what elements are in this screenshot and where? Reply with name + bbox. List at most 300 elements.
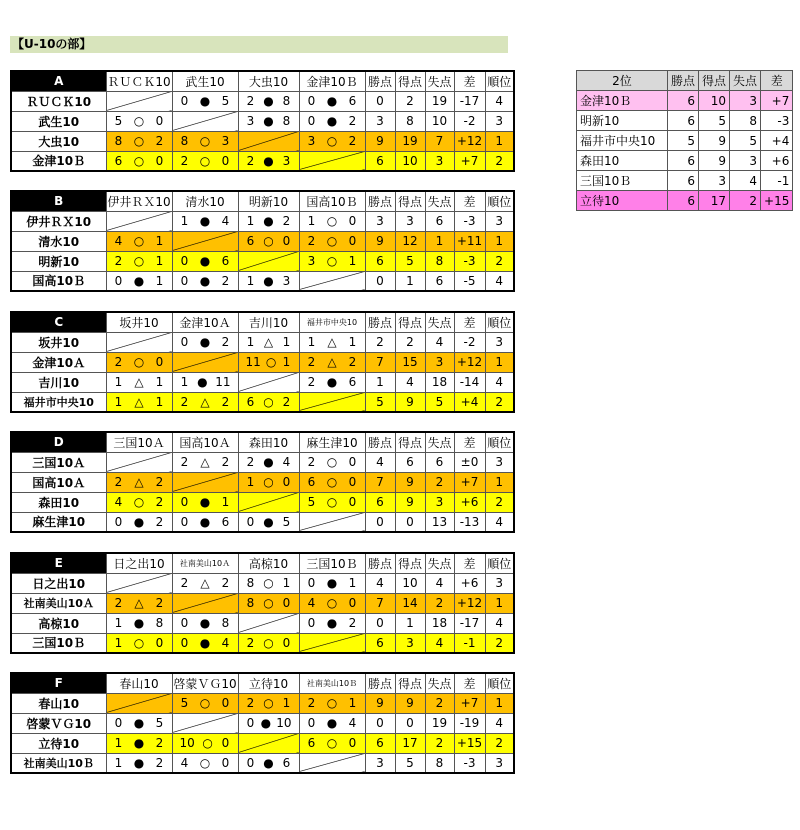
stat-value: 6 [365, 633, 395, 653]
goals: 2 [180, 576, 189, 590]
stat-header: 差 [454, 312, 485, 332]
result-mark: ○ [326, 234, 338, 248]
result-mark: ○ [199, 755, 211, 770]
team-row [11, 693, 514, 713]
goals: 1 [282, 335, 291, 349]
group-label: A [11, 71, 106, 91]
stat-value: 9 [395, 693, 425, 713]
stat-value: 9 [699, 131, 730, 151]
team-name: 麻生津10 [11, 512, 106, 532]
score [107, 495, 172, 509]
stat-value: 4 [425, 633, 454, 653]
goals: 6 [282, 755, 291, 770]
goals: 0 [348, 455, 357, 469]
self-match-cell [172, 111, 238, 131]
score [239, 576, 299, 590]
score [107, 636, 172, 650]
goals: 6 [307, 475, 316, 489]
stat-value: +7 [454, 151, 485, 171]
stat-value: 9 [699, 151, 730, 171]
stat-value: 9 [365, 131, 395, 151]
team-row [11, 573, 514, 593]
stat-value: 3 [425, 151, 454, 171]
opponent-header: 社南美山10Ａ [172, 553, 238, 573]
stat-value: 12 [395, 231, 425, 251]
result-mark: ○ [326, 696, 338, 710]
stat-value: 6 [425, 271, 454, 291]
group-table-d [10, 431, 515, 533]
score [107, 475, 172, 489]
stat-value: 1 [485, 472, 514, 492]
stat-value: 19 [395, 131, 425, 151]
team-name: 国高10Ｂ [11, 271, 106, 291]
team-name: 三国10Ｂ [577, 171, 668, 191]
match-result [172, 131, 238, 151]
stat-value: 6 [365, 492, 395, 512]
stat-value: -3 [454, 211, 485, 231]
self-match-cell [172, 352, 238, 372]
result-mark: ● [133, 716, 145, 730]
self-match-cell [299, 512, 365, 532]
result-mark: ● [326, 716, 338, 730]
stat-value: 9 [395, 392, 425, 412]
team-row [11, 151, 514, 171]
stat-header: 勝点 [365, 71, 395, 91]
score [239, 515, 299, 529]
goals: 0 [180, 635, 189, 650]
result-mark: ● [326, 375, 338, 389]
score [173, 395, 238, 409]
goals: 0 [180, 254, 189, 268]
goals: 2 [348, 134, 357, 148]
goals: 6 [246, 234, 255, 248]
result-mark: ○ [133, 495, 145, 509]
stat-header: 順位 [485, 553, 514, 573]
team-row [11, 211, 514, 231]
stat-value: +4 [761, 131, 793, 151]
goals: 11 [215, 375, 231, 389]
stat-value: 2 [395, 91, 425, 111]
stat-value: 3 [485, 211, 514, 231]
goals: 1 [155, 375, 164, 389]
goals: 0 [246, 514, 255, 529]
stat-value: 3 [485, 111, 514, 131]
stat-value: 6 [365, 251, 395, 271]
stat-value: 9 [395, 492, 425, 512]
team-row [11, 251, 514, 271]
stat-value: 1 [395, 271, 425, 291]
score [173, 254, 238, 268]
second-header: 失点 [730, 71, 761, 91]
match-result [106, 392, 172, 412]
goals: 8 [282, 94, 291, 108]
result-mark: △ [200, 455, 210, 469]
stat-value: 8 [425, 753, 454, 773]
goals: 10 [276, 716, 292, 730]
team-row [11, 231, 514, 251]
score [239, 214, 299, 228]
goals: 0 [180, 616, 189, 630]
score [300, 94, 365, 108]
match-result [106, 372, 172, 392]
opponent-header: 春山10 [106, 673, 172, 693]
second-header: 差 [761, 71, 793, 91]
team-name: 大虫10 [11, 131, 106, 151]
result-mark: ● [263, 273, 274, 288]
result-mark: ○ [202, 736, 213, 750]
self-match-cell [172, 472, 238, 492]
group-label: C [11, 312, 106, 332]
goals: 2 [221, 273, 230, 288]
self-match-cell [238, 613, 299, 633]
stat-value: 3 [365, 211, 395, 231]
team-row [11, 472, 514, 492]
result-mark: ● [263, 514, 274, 529]
result-mark: ● [133, 616, 145, 630]
stat-value: 3 [395, 633, 425, 653]
goals: 1 [282, 576, 291, 590]
result-mark: ○ [133, 153, 145, 168]
result-mark: ○ [133, 234, 145, 248]
goals: 2 [246, 635, 255, 650]
stat-value: 7 [365, 352, 395, 372]
score [239, 234, 299, 248]
match-result [172, 492, 238, 512]
goals: 0 [282, 635, 291, 650]
self-match-cell [299, 753, 365, 773]
score [300, 736, 365, 750]
goals: 1 [282, 355, 291, 369]
result-mark: ○ [263, 234, 274, 248]
goals: 3 [246, 114, 255, 128]
score [107, 395, 172, 409]
stat-value: 0 [365, 613, 395, 633]
stat-value: 3 [485, 753, 514, 773]
score [173, 756, 238, 770]
goals: 4 [221, 214, 230, 228]
team-name: 国高10Ａ [11, 472, 106, 492]
match-result [299, 733, 365, 753]
opponent-header: 金津10Ｂ [299, 71, 365, 91]
result-mark: ● [326, 576, 338, 590]
stat-header: 失点 [425, 553, 454, 573]
team-name: 明新10 [577, 111, 668, 131]
goals: 8 [114, 134, 123, 148]
stat-header: 差 [454, 191, 485, 211]
result-mark: ○ [326, 475, 338, 489]
goals: 2 [246, 455, 255, 469]
score [300, 716, 365, 730]
score [239, 455, 299, 469]
score [173, 515, 238, 529]
goals: 0 [180, 514, 189, 529]
goals: 6 [348, 375, 357, 389]
goals: 0 [307, 616, 316, 630]
score [300, 596, 365, 610]
goals: 4 [221, 635, 230, 650]
stat-value: -3 [454, 753, 485, 773]
match-result [106, 472, 172, 492]
score [173, 94, 238, 108]
goals: 2 [155, 514, 164, 529]
goals: 2 [155, 134, 164, 148]
result-mark: ○ [133, 355, 145, 369]
match-result [106, 713, 172, 733]
self-match-cell [238, 131, 299, 151]
stat-value: 17 [699, 191, 730, 211]
stat-value: 15 [395, 352, 425, 372]
score [173, 375, 238, 389]
score [239, 94, 299, 108]
goals: 4 [114, 495, 123, 509]
match-result [106, 593, 172, 613]
goals: 2 [246, 153, 255, 168]
match-result [238, 271, 299, 291]
second-place-row [577, 191, 793, 211]
opponent-header: 高椋10 [238, 553, 299, 573]
score [173, 696, 238, 710]
self-match-cell [172, 713, 238, 733]
stat-value: +12 [454, 131, 485, 151]
stat-value: +15 [454, 733, 485, 753]
stat-value: 4 [485, 372, 514, 392]
stat-value: ±0 [454, 452, 485, 472]
stat-value: 6 [668, 151, 699, 171]
stat-value: -17 [454, 91, 485, 111]
second-header: 得点 [699, 71, 730, 91]
score [173, 335, 238, 349]
goals: 0 [221, 153, 230, 168]
match-result [299, 593, 365, 613]
goals: 5 [114, 114, 123, 128]
result-mark: ○ [199, 153, 211, 168]
team-name: 金津10Ａ [11, 352, 106, 372]
match-result [238, 91, 299, 111]
goals: 0 [180, 273, 189, 288]
goals: 1 [348, 254, 357, 268]
score [239, 355, 299, 369]
stat-value: 7 [425, 131, 454, 151]
match-result [238, 211, 299, 231]
team-name: 清水10 [11, 231, 106, 251]
goals: 8 [155, 616, 164, 630]
stat-value: 3 [395, 211, 425, 231]
self-match-cell [299, 392, 365, 412]
stat-value: 4 [365, 573, 395, 593]
result-mark: ○ [263, 394, 274, 409]
stat-value: 9 [365, 693, 395, 713]
goals: 2 [221, 455, 230, 469]
group-table-a [10, 70, 515, 172]
goals: 5 [155, 716, 164, 730]
match-result [106, 111, 172, 131]
match-result [172, 693, 238, 713]
stat-value: 2 [395, 332, 425, 352]
stat-value: 1 [485, 693, 514, 713]
result-mark: △ [134, 475, 144, 489]
goals: 1 [348, 696, 357, 710]
result-mark: ● [263, 214, 274, 228]
goals: 0 [221, 736, 230, 750]
goals: 2 [114, 355, 123, 369]
goals: 2 [348, 114, 357, 128]
score [107, 375, 172, 389]
score [300, 234, 365, 248]
match-result [106, 231, 172, 251]
self-match-cell [238, 492, 299, 512]
goals: 2 [307, 234, 316, 248]
opponent-header: 伊井ＲＸ10 [106, 191, 172, 211]
second-place-row [577, 111, 793, 131]
team-name: 立待10 [11, 733, 106, 753]
stat-value: -1 [761, 171, 793, 191]
goals: 0 [246, 755, 255, 770]
self-match-cell [238, 372, 299, 392]
result-mark: ● [133, 514, 145, 529]
score [173, 495, 238, 509]
score [300, 375, 365, 389]
group-label: B [11, 191, 106, 211]
result-mark: ● [199, 335, 211, 349]
stat-value: 10 [395, 151, 425, 171]
result-mark: △ [200, 394, 210, 409]
match-result [238, 231, 299, 251]
stat-value: -13 [454, 512, 485, 532]
goals: 4 [307, 596, 316, 610]
team-row [11, 352, 514, 372]
result-mark: ○ [326, 214, 338, 228]
match-result [172, 372, 238, 392]
score [107, 154, 172, 168]
result-mark: △ [134, 596, 144, 610]
score [300, 455, 365, 469]
stat-value: 6 [365, 151, 395, 171]
stat-value: 2 [485, 151, 514, 171]
goals: 0 [155, 153, 164, 168]
stat-value: 1 [365, 372, 395, 392]
stat-value: 19 [425, 713, 454, 733]
match-result [299, 372, 365, 392]
stat-value: 3 [365, 111, 395, 131]
match-result [238, 713, 299, 733]
result-mark: ○ [263, 576, 274, 590]
stat-value: 3 [425, 352, 454, 372]
stat-header: 順位 [485, 432, 514, 452]
goals: 1 [246, 273, 255, 288]
goals: 1 [246, 475, 255, 489]
stat-value: -3 [454, 251, 485, 271]
goals: 0 [348, 736, 357, 750]
stat-value: 5 [395, 251, 425, 271]
match-result [238, 452, 299, 472]
stat-value: 3 [485, 573, 514, 593]
result-mark: △ [327, 335, 337, 349]
team-row [11, 372, 514, 392]
stat-value: 5 [395, 753, 425, 773]
goals: 5 [282, 514, 291, 529]
match-result [299, 352, 365, 372]
stat-value: +4 [454, 392, 485, 412]
goals: 1 [114, 616, 123, 630]
goals: 1 [155, 394, 164, 409]
opponent-header: 武生10 [172, 71, 238, 91]
goals: 1 [348, 335, 357, 349]
stat-value: 2 [485, 392, 514, 412]
stat-value: +7 [454, 472, 485, 492]
score [239, 335, 299, 349]
goals: 4 [180, 755, 189, 770]
opponent-header: 国高10Ａ [172, 432, 238, 452]
stat-value: 4 [395, 372, 425, 392]
stat-header: 勝点 [365, 312, 395, 332]
goals: 0 [282, 475, 291, 489]
stat-value: 10 [425, 111, 454, 131]
goals: 6 [114, 153, 123, 168]
stat-value: 3 [730, 151, 761, 171]
stat-value: 8 [730, 111, 761, 131]
stat-value: 14 [395, 593, 425, 613]
goals: 1 [246, 214, 255, 228]
match-result [106, 352, 172, 372]
result-mark: ● [263, 455, 274, 469]
result-mark: ● [197, 375, 208, 389]
score [173, 576, 238, 590]
goals: 2 [180, 455, 189, 469]
match-result [172, 613, 238, 633]
goals: 0 [180, 94, 189, 108]
goals: 5 [221, 94, 230, 108]
stat-value: 8 [395, 111, 425, 131]
goals: 1 [114, 635, 123, 650]
match-result [172, 733, 238, 753]
score [173, 455, 238, 469]
team-name: 金津10Ｂ [577, 91, 668, 111]
result-mark: ● [263, 755, 274, 770]
stat-value: 3 [485, 332, 514, 352]
stat-value: 3 [730, 91, 761, 111]
team-name: 春山10 [11, 693, 106, 713]
stat-value: 2 [425, 693, 454, 713]
result-mark: ○ [326, 134, 338, 148]
goals: 1 [307, 335, 316, 349]
group-table-b [10, 190, 515, 292]
team-name: 坂井10 [11, 332, 106, 352]
score [300, 355, 365, 369]
match-result [106, 251, 172, 271]
stat-value: +7 [761, 91, 793, 111]
match-result [106, 271, 172, 291]
stat-value: 13 [425, 512, 454, 532]
team-row [11, 452, 514, 472]
stat-header: 差 [454, 71, 485, 91]
stat-header: 得点 [395, 673, 425, 693]
group-label: E [11, 553, 106, 573]
stat-value: 4 [485, 512, 514, 532]
score [173, 154, 238, 168]
score [107, 515, 172, 529]
goals: 6 [221, 514, 230, 529]
team-name: 日之出10 [11, 573, 106, 593]
goals: 6 [348, 94, 357, 108]
team-name: 立待10 [577, 191, 668, 211]
score [173, 214, 238, 228]
match-result [106, 512, 172, 532]
stat-value: 4 [425, 573, 454, 593]
result-mark: ○ [199, 134, 211, 148]
team-row [11, 633, 514, 653]
goals: 0 [155, 114, 164, 128]
stat-value: 1 [485, 593, 514, 613]
